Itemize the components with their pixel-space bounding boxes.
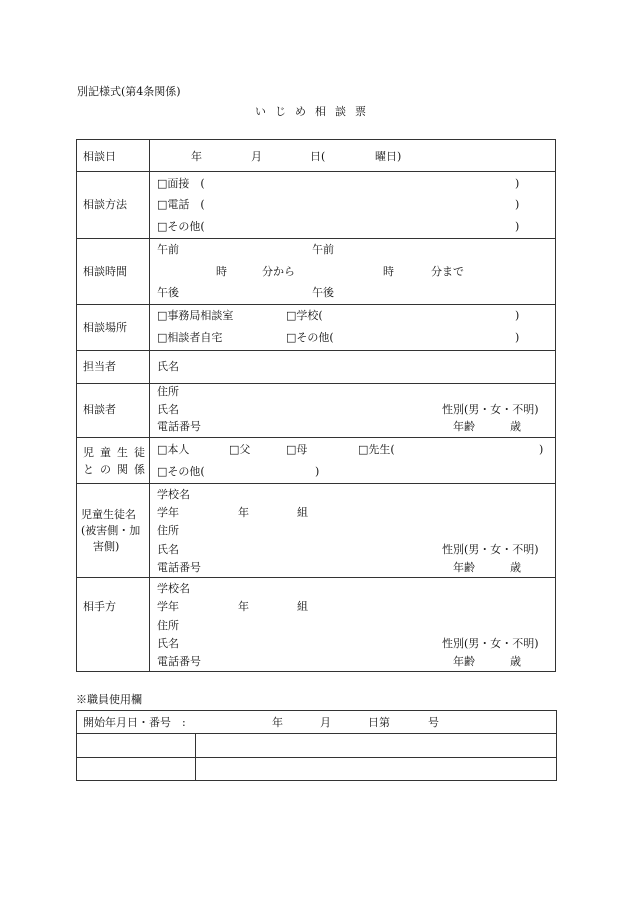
relation-father: □父	[229, 443, 251, 456]
relation-other: □その他(	[157, 465, 205, 478]
student-address: 住所	[157, 524, 179, 537]
student-school: 学校名	[157, 488, 190, 501]
student-age-unit: 歳	[510, 561, 521, 574]
method-other: □その他(	[157, 220, 205, 233]
label-student-line1: 児童生徒名	[81, 508, 136, 521]
label-student-line2: (被害側・加	[81, 524, 141, 537]
method-phone: □電話 (	[157, 198, 205, 211]
staff-use-table	[76, 710, 557, 781]
label-staff-in-charge: 担当者	[83, 360, 116, 373]
label-consult-place: 相談場所	[83, 321, 127, 334]
other-address: 住所	[157, 619, 179, 632]
staff-month: 月	[320, 716, 331, 729]
time-from: 分から	[262, 265, 295, 278]
row-divider	[77, 733, 556, 734]
relation-teacher: □先生(	[358, 443, 395, 456]
place-close-paren: )	[515, 309, 520, 322]
other-age: 年齢	[453, 655, 475, 668]
date-year: 年	[191, 150, 202, 163]
document-title: いじめ相談票	[255, 105, 375, 118]
other-phone: 電話番号	[157, 655, 201, 668]
staff-number: 号	[428, 716, 439, 729]
date-month: 月	[251, 150, 262, 163]
staff-start-label: 開始年月日・番号 :	[83, 716, 186, 729]
place-close-paren: )	[515, 331, 520, 344]
place-home: □相談者自宅	[157, 331, 223, 344]
place-office: □事務局相談室	[157, 309, 234, 322]
label-consult-time: 相談時間	[83, 265, 127, 278]
consultant-age: 年齢	[453, 420, 475, 433]
student-nen: 年	[238, 506, 249, 519]
time-end-am: 午前	[312, 243, 334, 256]
time-start-pm: 午後	[157, 286, 179, 299]
staff-day: 日第	[368, 716, 390, 729]
time-until: 分まで	[431, 265, 464, 278]
other-nen: 年	[238, 600, 249, 613]
other-name: 氏名	[157, 637, 179, 650]
relation-mother: □母	[286, 443, 308, 456]
student-grade: 学年	[157, 506, 179, 519]
other-kumi: 組	[297, 600, 308, 613]
label-consult-method: 相談方法	[83, 198, 127, 211]
label-relation-line1: 児童生徒	[83, 446, 151, 459]
time-start-am: 午前	[157, 243, 179, 256]
staff-name-label: 氏名	[157, 360, 179, 373]
staff-year: 年	[272, 716, 283, 729]
time-end-pm: 午後	[312, 286, 334, 299]
method-close-paren: )	[515, 220, 520, 233]
date-weekday: 曜日)	[375, 150, 402, 163]
method-close-paren: )	[515, 198, 520, 211]
relation-close-paren: )	[539, 443, 544, 456]
form-label: 別記様式(第4条関係)	[77, 85, 181, 98]
student-name: 氏名	[157, 543, 179, 556]
student-phone: 電話番号	[157, 561, 201, 574]
staff-use-heading: ※職員使用欄	[76, 693, 142, 706]
column-divider	[195, 733, 196, 780]
label-consultant: 相談者	[83, 403, 116, 416]
other-gender: 性別(男・女・不明)	[442, 637, 539, 650]
consultant-gender: 性別(男・女・不明)	[442, 403, 539, 416]
student-age: 年齢	[453, 561, 475, 574]
place-other: □その他(	[286, 331, 334, 344]
row-divider	[77, 757, 556, 758]
relation-other-close: )	[315, 465, 320, 478]
relation-self: □本人	[157, 443, 190, 456]
time-start-hour: 時	[216, 265, 227, 278]
other-age-unit: 歳	[510, 655, 521, 668]
consultant-phone: 電話番号	[157, 420, 201, 433]
date-day: 日(	[310, 150, 326, 163]
label-relation-line2: との関係	[83, 463, 151, 476]
label-consult-date: 相談日	[83, 150, 116, 163]
consultation-form-table	[76, 139, 556, 672]
method-close-paren: )	[515, 177, 520, 190]
student-gender: 性別(男・女・不明)	[442, 543, 539, 556]
consultant-age-unit: 歳	[510, 420, 521, 433]
consultant-address: 住所	[157, 385, 179, 398]
place-school: □学校(	[286, 309, 323, 322]
method-interview: □面接 (	[157, 177, 205, 190]
label-other-party: 相手方	[83, 600, 116, 613]
label-student-line3: 害側)	[93, 540, 120, 553]
other-grade: 学年	[157, 600, 179, 613]
time-end-hour: 時	[383, 265, 394, 278]
student-kumi: 組	[297, 506, 308, 519]
consultant-name: 氏名	[157, 403, 179, 416]
other-school: 学校名	[157, 582, 190, 595]
